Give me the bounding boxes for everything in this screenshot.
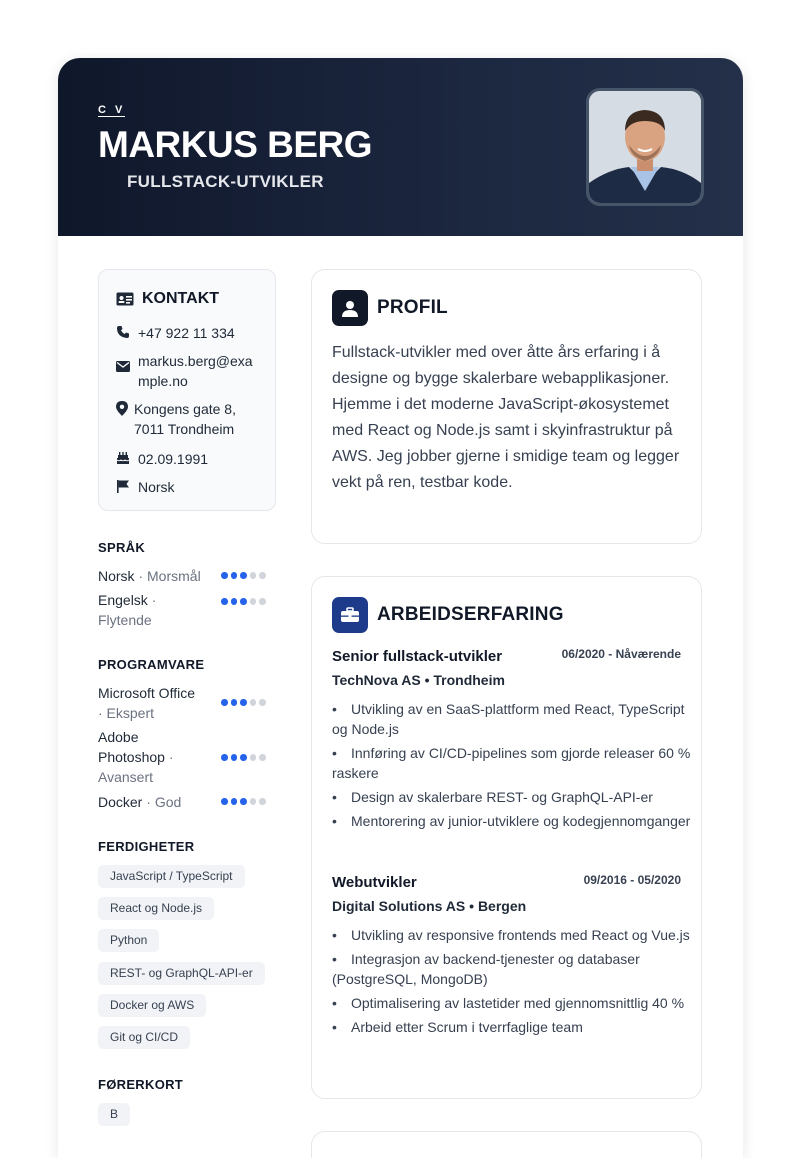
level-dots: [221, 572, 266, 579]
job-bullet: • Utvikling av en SaaS-plattform med React, TypeScript og Node.js: [332, 701, 685, 737]
job-date: 06/2020 - Nåværende: [561, 647, 681, 661]
skill-chip: Git og CI/CD: [98, 1026, 190, 1049]
language-level-text: Morsmål: [147, 568, 201, 584]
person-name: MARKUS BERG: [98, 124, 373, 165]
level-dot-empty: [250, 754, 257, 761]
contact-nationality: Norsk: [138, 479, 175, 495]
software-item: Adobe Photoshop · Avansert: [98, 727, 278, 787]
level-dot-filled: [231, 754, 238, 761]
next-section-card: [311, 1131, 702, 1158]
job-bullet: • Utvikling av responsive frontends med React og Vue.js: [332, 927, 690, 943]
contact-heading: [116, 290, 219, 308]
experience-title: ARBEIDSERFARING: [377, 604, 564, 625]
languages-title: SPRÅK: [98, 540, 146, 555]
person-role: FULLSTACK-UTVIKLER: [127, 172, 324, 191]
level-dot-filled: [221, 572, 228, 579]
language-item: Engelsk · Flytende: [98, 590, 278, 630]
flag-icon: [116, 477, 134, 497]
contact-email-line1: markus.berg@exa: [138, 353, 253, 369]
job-bullet: • Optimalisering av lastetider med gjennomsnittlig 40 %: [332, 995, 685, 1011]
skill-chip: React og Node.js: [98, 897, 214, 920]
contact-address-line1: Kongens gate 8,: [134, 401, 236, 417]
license-chip: B: [98, 1103, 130, 1126]
level-dot-empty: [259, 699, 266, 706]
contact-email-row: [116, 351, 253, 391]
briefcase-icon: [332, 597, 368, 633]
contact-box: [98, 269, 276, 511]
software-title: PROGRAMVARE: [98, 657, 205, 672]
job-title: Webutvikler: [332, 874, 417, 891]
level-dot-empty: [250, 598, 257, 605]
level-dot-filled: [221, 798, 228, 805]
job-bullet: • Arbeid etter Scrum i tverrfaglige team: [332, 1019, 583, 1035]
level-dot-empty: [259, 754, 266, 761]
job-bullets: [332, 925, 692, 1041]
software-item: Docker · God: [98, 792, 278, 812]
contact-birthdate: 02.09.1991: [138, 451, 209, 467]
job-company: TechNova AS • Trondheim: [332, 672, 505, 688]
level-dot-filled: [231, 598, 238, 605]
job-date: 09/2016 - 05/2020: [583, 873, 681, 887]
profile-photo-image: [589, 91, 701, 203]
contact-email: [134, 351, 253, 391]
license-title: FØRERKORT: [98, 1077, 184, 1092]
level-dot-filled: [240, 754, 247, 761]
level-dot-filled: [231, 572, 238, 579]
level-dots: [221, 754, 266, 761]
job-bullet: • Innføring av CI/CD-pipelines som gjorde releaser 60 % raskere: [332, 745, 691, 781]
language-level-text: Flytende: [98, 612, 152, 628]
profile-text: Fullstack-utvikler med over åtte års erfaring i å designe og bygge skalerbare webapplikasjoner. Hjemme i det moderne JavaScript-økosystemet med React og Node.js samt i skyinfrastruktur på AWS. Jeg jobber gjerne i smidige team og legger vekt på ren, testbar kode.: [332, 344, 680, 491]
map-pin-icon: [116, 399, 134, 439]
language-name: Norsk: [98, 568, 135, 584]
level-dot-filled: [231, 798, 238, 805]
level-dot-filled: [221, 598, 228, 605]
level-dot-filled: [240, 699, 247, 706]
skill-chip: REST- og GraphQL-API-er: [98, 962, 265, 985]
job-bullet: • Mentorering av junior-utviklere og kodegjennomganger: [332, 813, 691, 829]
skill-chip: JavaScript / TypeScript: [98, 865, 245, 888]
software-item: Microsoft Office · Ekspert: [98, 683, 278, 723]
envelope-icon: [116, 351, 134, 391]
contact-phone: +47 922 11 334: [138, 325, 235, 341]
contact-nationality-row: [116, 477, 175, 497]
level-dot-filled: [221, 699, 228, 706]
cv-page: [58, 58, 743, 1158]
profile-card-header: [332, 290, 448, 326]
contact-address-line2: 7011 Trondheim: [134, 421, 235, 437]
contact-address: [134, 399, 236, 439]
job-bullet: • Integrasjon av backend-tjenester og databaser (PostgreSQL, MongoDB): [332, 951, 640, 987]
phone-icon: [116, 323, 134, 343]
contact-title: KONTAKT: [142, 290, 220, 307]
profile-photo: [586, 88, 704, 206]
level-dot-empty: [259, 798, 266, 805]
level-dot-empty: [259, 572, 266, 579]
level-dot-filled: [221, 754, 228, 761]
experience-card-header: [332, 597, 564, 633]
profile-card: [311, 269, 702, 544]
level-dots: [221, 598, 266, 605]
contact-phone-row: [116, 323, 235, 343]
contact-birthdate-row: [116, 449, 208, 469]
experience-card: [311, 576, 702, 1099]
cv-header: [58, 58, 743, 236]
skill-chip: Python: [98, 929, 159, 952]
language-item: Norsk · Morsmål: [98, 566, 278, 586]
level-dot-filled: [240, 572, 247, 579]
level-dots: [221, 699, 266, 706]
job-title: Senior fullstack-utvikler: [332, 648, 503, 665]
level-dot-filled: [231, 699, 238, 706]
language-name: Engelsk: [98, 592, 148, 608]
level-dot-empty: [259, 598, 266, 605]
job-company: Digital Solutions AS • Bergen: [332, 898, 527, 914]
job-bullet: • Design av skalerbare REST- og GraphQL-API-er: [332, 789, 653, 805]
level-dot-filled: [240, 598, 247, 605]
profile-title: PROFIL: [377, 297, 448, 318]
level-dot-filled: [240, 798, 247, 805]
level-dot-empty: [250, 699, 257, 706]
skills-title: FERDIGHETER: [98, 839, 195, 854]
user-icon: [332, 290, 368, 326]
cv-tag: C V: [98, 104, 126, 116]
level-dot-empty: [250, 798, 257, 805]
contact-address-row: [116, 399, 236, 439]
contact-email-line2: mple.no: [138, 373, 188, 389]
level-dots: [221, 798, 266, 805]
id-card-icon: [116, 292, 134, 306]
skill-chip: Docker og AWS: [98, 994, 206, 1017]
level-dot-empty: [250, 572, 257, 579]
birthday-cake-icon: [116, 449, 134, 469]
job-bullets: [332, 699, 692, 835]
